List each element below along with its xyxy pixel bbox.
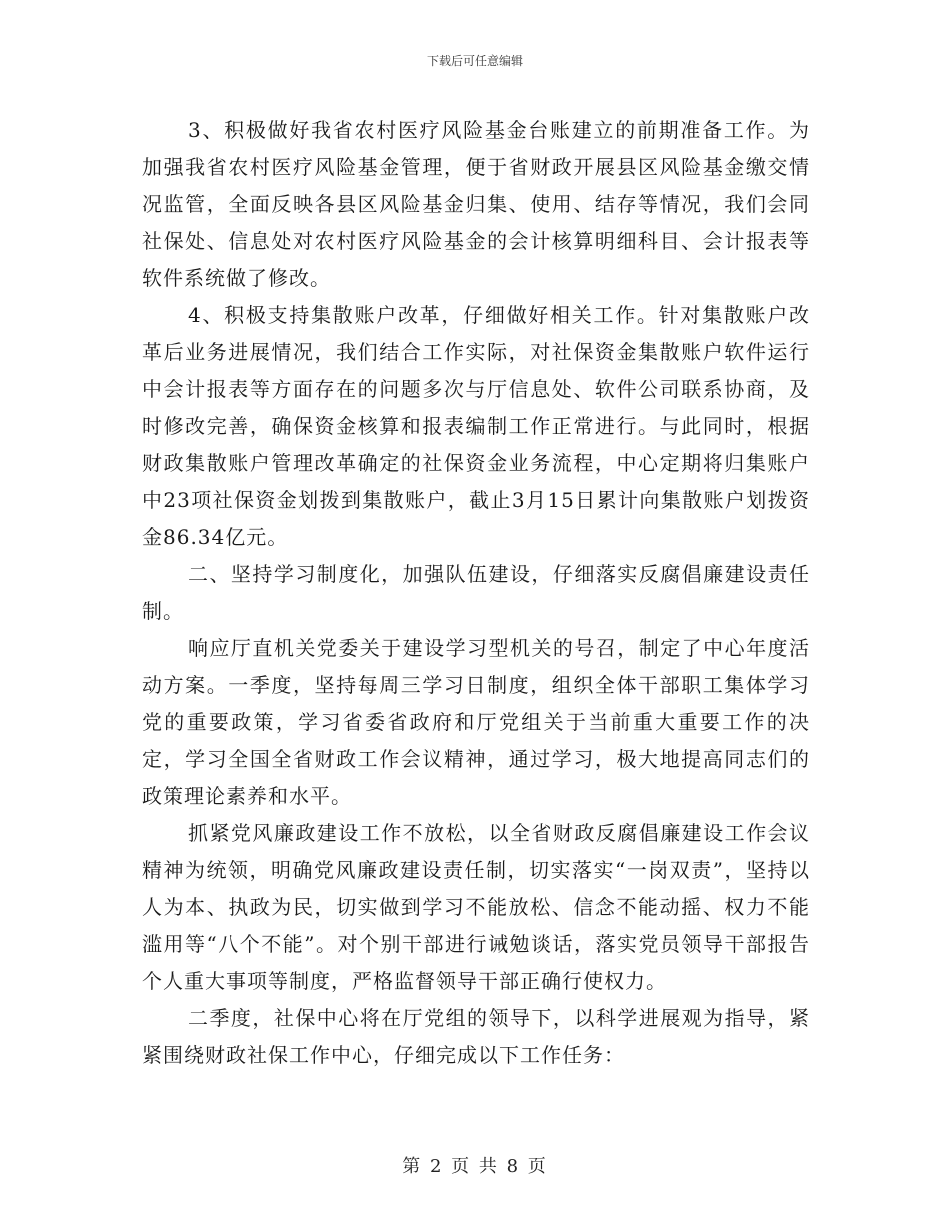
page-header: 下载后可任意编辑 <box>426 54 523 68</box>
page-number-footer: 第 2 页 共 8 页 <box>402 1156 548 1177</box>
paragraph-anticorruption: 抓紧党风廉政建设工作不放松，以全省财政反腐倡廉建设工作会议精神为统领，明确党风廉政建设责任制，切实落实“一岗双责”，坚持以人为本、执政为民，切实做到学习不能放松、信念不能动摇、权力不能滥用等“八个不能”。对个别干部进行诫勉谈话，落实党员领导干部报告个人重大事项等制度，严格监督领导干部正确行使权力。 <box>142 821 810 993</box>
section-heading-2: 二、坚持学习制度化，加强队伍建设，仔细落实反腐倡廉建设责任制。 <box>142 562 810 623</box>
paragraph-q2-plan: 二季度，社保中心将在厅党组的领导下，以科学进展观为指导，紧紧围绕财政社保工作中心，仔细完成以下工作任务： <box>142 1006 810 1067</box>
document-body <box>142 112 810 1074</box>
paragraph-item-3: 3、积极做好我省农村医疗风险基金台账建立的前期准备工作。为加强我省农村医疗风险基金管理，便于省财政开展县区风险基金缴交情况监管，全面反映各县区风险基金归集、使用、结存等情况，我们会同社保处、信息处对农村医疗风险基金的会计核算明细科目、会计报表等软件系统做了修改。 <box>142 118 810 290</box>
paragraph-item-4: 4、积极支持集散账户改革，仔细做好相关工作。针对集散账户改革后业务进展情况，我们结合工作实际，对社保资金集散账户软件运行中会计报表等方面存在的问题多次与厅信息处、软件公司联系协商，及时修改完善，确保资金核算和报表编制工作正常进行。与此同时，根据财政集散账户管理改革确定的社保资金业务流程，中心定期将归集账户中23项社保资金划拨到集散账户，截止3月15日累计向集散账户划拨资金86.34亿元。 <box>142 303 810 549</box>
paragraph-study: 响应厅直机关党委关于建设学习型机关的号召，制定了中心年度活动方案。一季度，坚持每周三学习日制度，组织全体干部职工集体学习党的重要政策，学习省委省政府和厅党组关于当前重大重要工作的决定，学习全国全省财政工作会议精神，通过学习，极大地提高同志们的政策理论素养和水平。 <box>142 636 810 808</box>
